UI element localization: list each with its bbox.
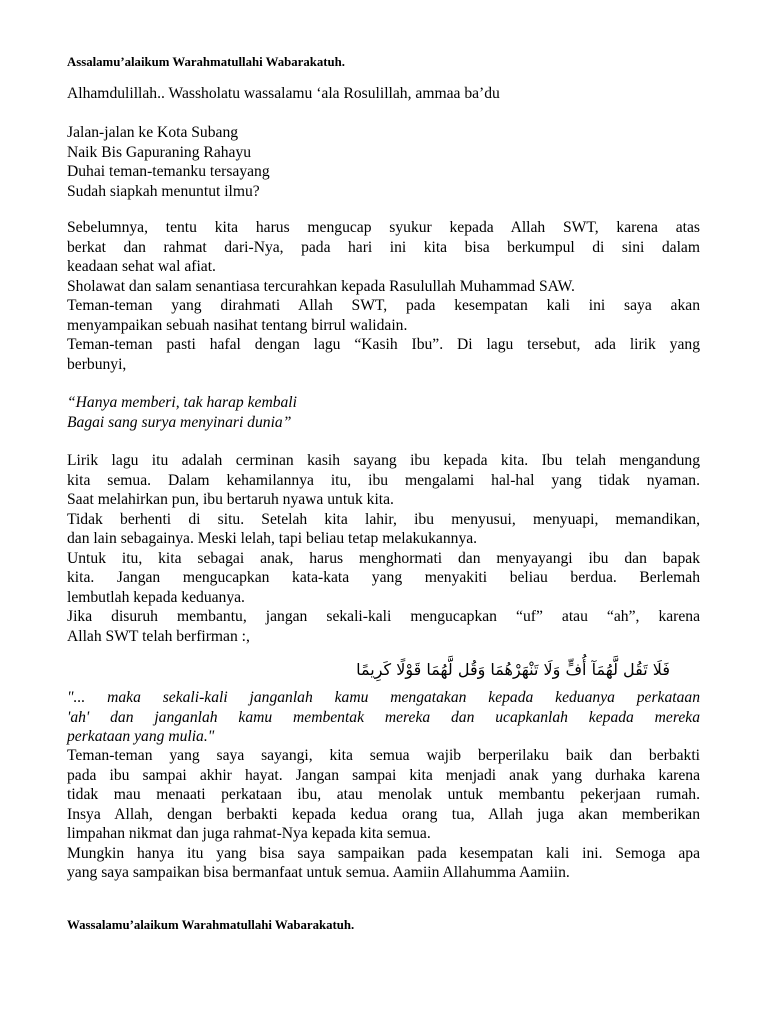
paragraph-line: Teman-teman yang saya sayangi, kita semua wajib berperilaku baik dan berbakti [67, 747, 700, 764]
quran-verse: فَلَا تَقُل لَّهُمَآ أُفٍّ وَلَا تَنْهَرْهُمَا وَقُل لَّهُمَا قَوْلًا كَرِيمًا [356, 660, 670, 679]
paragraph-line: Saat melahirkan pun, ibu bertaruh nyawa untuk kita. [67, 491, 394, 508]
paragraph-line: Tidak berhenti di situ. Setelah kita lahir, ibu menyusui, menyuapi, memandikan, [67, 510, 700, 528]
paragraph-line: tidak mau menaati perkataan ibu, atau menolak untuk membantu pekerjaan rumah. [67, 786, 700, 803]
translation-line: perkataan yang mulia." [67, 728, 215, 745]
paragraph-line: Jika disuruh membantu, jangan sekali-kali mengucapkan “uf” atau “ah”, karena [67, 608, 700, 625]
paragraph-line: Lirik lagu itu adalah cerminan kasih sayang ibu kepada kita. Ibu telah mengandung [67, 452, 700, 469]
translation-line: 'ah' dan janganlah kamu membentak mereka dan ucapkanlah kepada mereka [67, 708, 700, 726]
opening-paragraph [67, 218, 700, 374]
paragraph-line: kita. Jangan mengucapkan kata-kata yang menyakiti beliau berdua. Berlemah [67, 569, 700, 586]
lyric-line: Bagai sang surya menyinari dunia” [67, 413, 292, 431]
pantun-line: Duhai teman-temanku tersayang [67, 163, 270, 180]
pantun-line: Jalan-jalan ke Kota Subang [67, 124, 239, 141]
paragraph-line: menyampaikan sebuah nasihat tentang birrul walidain. [67, 316, 408, 334]
translation-line: "... maka sekali-kali janganlah kamu mengatakan kepada keduanya perkataan [67, 689, 700, 706]
paragraph-line: Teman-teman yang dirahmati Allah SWT, pada kesempatan kali ini saya akan [67, 297, 700, 314]
paragraph-line: Sholawat dan salam senantiasa tercurahkan kepada Rasulullah Muhammad SAW. [67, 277, 575, 295]
paragraph-line: Insya Allah, dengan berbakti kepada kedua orang tua, Allah juga akan memberikan [67, 805, 700, 823]
pantun-block [67, 123, 270, 201]
opening-greeting: Assalamu’alaikum Warahmatullahi Wabarakatuh. [67, 55, 345, 69]
pantun-line: Sudah siapkah menuntut ilmu? [67, 182, 260, 200]
paragraph-line: berbunyi, [67, 355, 127, 373]
opening-hamdalah: Alhamdulillah.. Wassholatu wassalamu ‘ala Rosulillah, ammaa ba’du [67, 85, 500, 102]
paragraph-line: keadaan sehat wal afiat. [67, 258, 216, 275]
paragraph-line: lembutlah kepada keduanya. [67, 588, 245, 606]
verse-translation [67, 688, 700, 747]
paragraph-line: Untuk itu, kita sebagai anak, harus menghormati dan menyayangi ibu dan bapak [67, 549, 700, 567]
closing-paragraph [67, 746, 700, 883]
paragraph-line: Sebelumnya, tentu kita harus mengucap syukur kepada Allah SWT, karena atas [67, 219, 700, 236]
paragraph-line: dan lain sebagainya. Meski lelah, tapi beliau tetap melakukannya. [67, 530, 478, 547]
paragraph-line: kita semua. Dalam kehamilannya itu, ibu mengalami hal-hal yang tidak nyaman. [67, 471, 700, 489]
paragraph-line: yang saya sampaikan bisa bermanfaat untuk semua. Aamiin Allahumma Aamiin. [67, 864, 570, 881]
lyric-line: “Hanya memberi, tak harap kembali [67, 394, 297, 411]
paragraph-line: pada ibu sampai akhir hayat. Jangan sampai kita menjadi anak yang durhaka karena [67, 766, 700, 784]
paragraph-line: Mungkin hanya itu yang bisa saya sampaikan pada kesempatan kali ini. Semoga apa [67, 844, 700, 862]
paragraph-line: limpahan nikmat dan juga rahmat-Nya kepada kita semua. [67, 825, 431, 842]
main-paragraph [67, 451, 700, 646]
paragraph-line: Teman-teman pasti hafal dengan lagu “Kasih Ibu”. Di lagu tersebut, ada lirik yang [67, 336, 700, 353]
pantun-line: Naik Bis Gapuraning Rahayu [67, 143, 252, 161]
closing-greeting: Wassalamu’alaikum Warahmatullahi Wabarakatuh. [67, 918, 355, 932]
lyric-quote [67, 393, 297, 432]
paragraph-line: Allah SWT telah berfirman :, [67, 627, 250, 645]
paragraph-line: berkat dan rahmat dari-Nya, pada hari ini kita bisa berkumpul di sini dalam [67, 238, 700, 256]
